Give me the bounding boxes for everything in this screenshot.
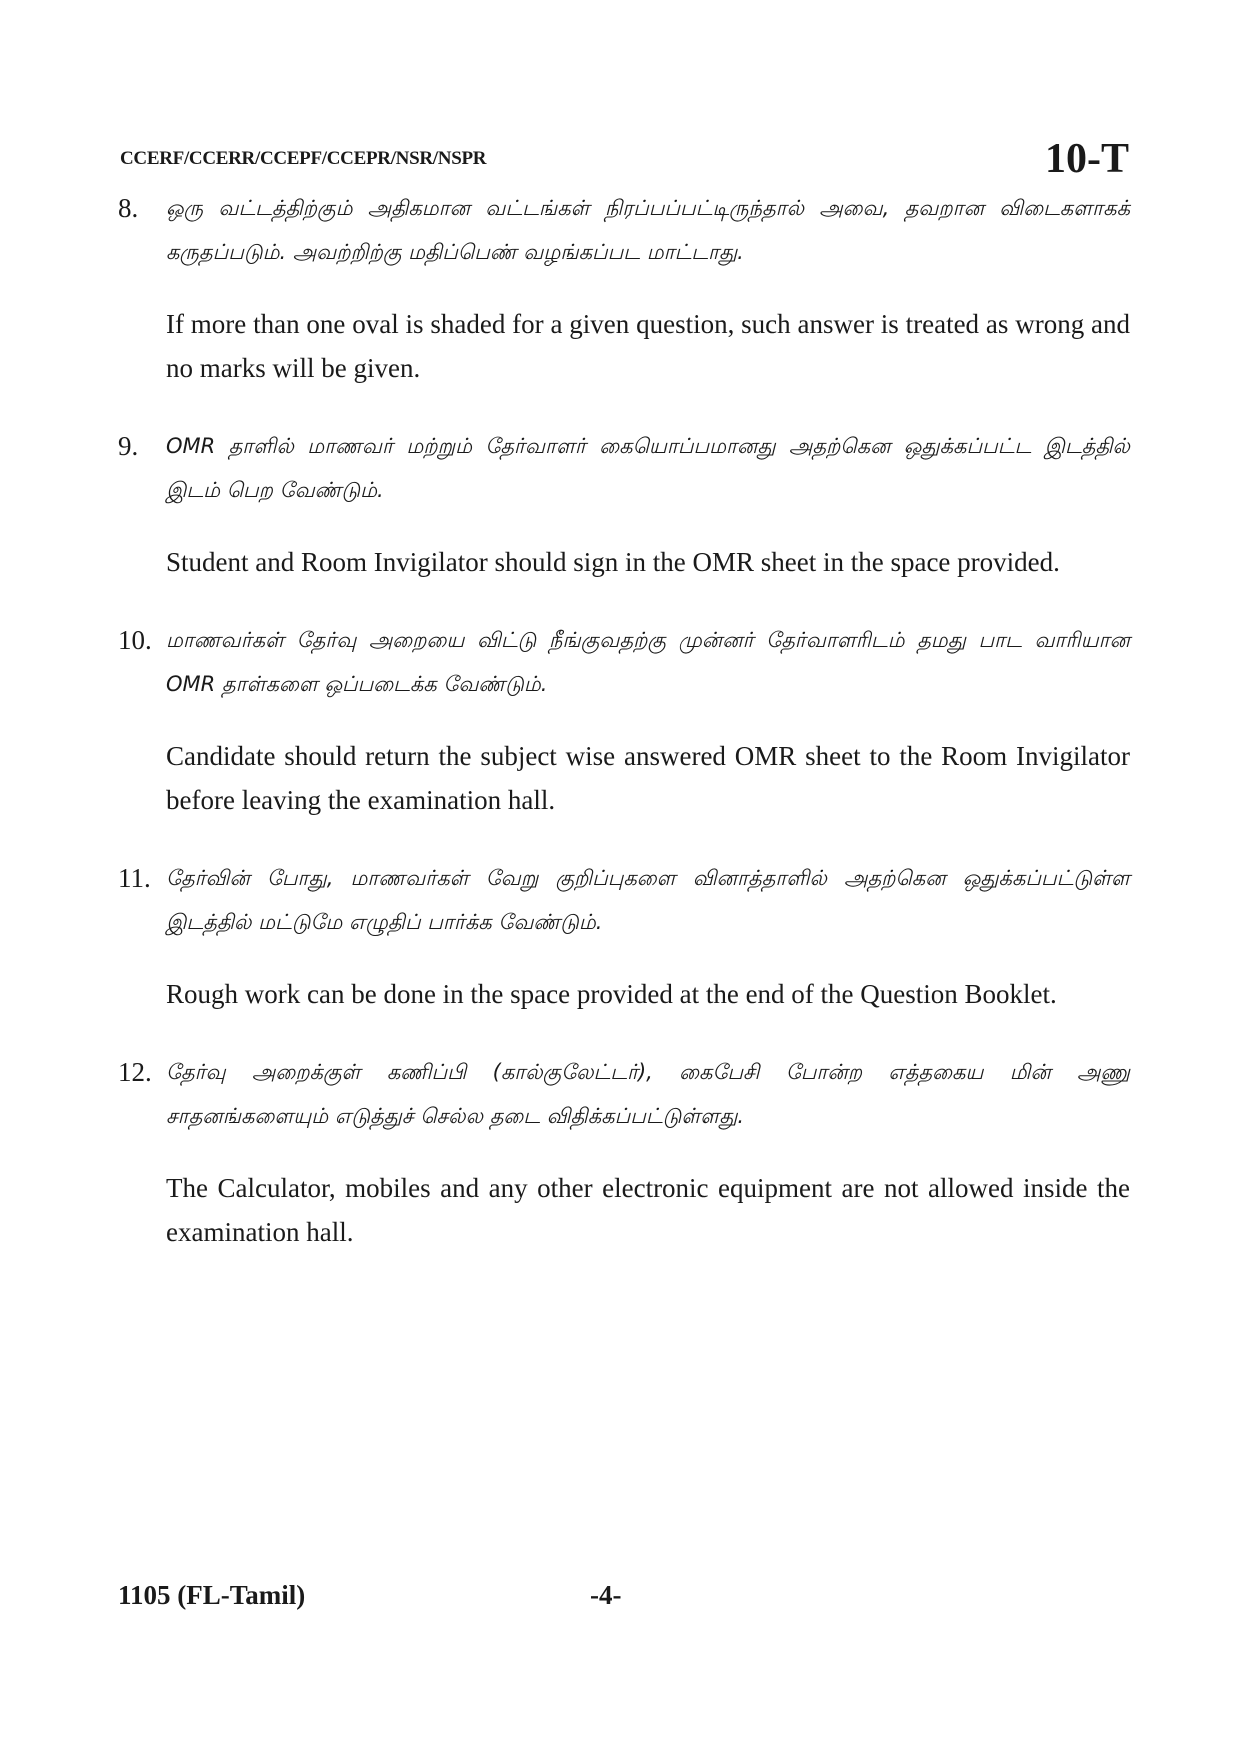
page-code: 10-T [1045,136,1129,182]
instruction-number: 11. [118,863,151,893]
instruction-item-11 [118,856,1130,1016]
instruction-tamil-text: ஒரு வட்டத்திற்கும் அதிகமான வட்டங்கள் நிரப்பப்பட்டிருந்தால் அவை, தவறான விடைகளாகக் கருதப்படும். அவற்றிற்கு மதிப்பெண் வழங்கப்பட மாட்டாது. [166,196,1130,264]
instruction-tamil-text: OMR தாளில் மாணவர் மற்றும் தேர்வாளர் கையொப்பமானது அதற்கென ஒதுக்கப்பட்ட இடத்தில் இடம் பெற வேண்டும். [166,434,1130,502]
footer-page-number: -4- [590,1580,622,1610]
instruction-number: 9. [118,431,139,461]
instruction-tamil-text: தேர்வின் போது, மாணவர்கள் வேறு குறிப்புகளை வினாத்தாளில் அதற்கென ஒதுக்கப்பட்டுள்ள இடத்தில் மட்டுமே எழுதிப் பார்க்க வேண்டும். [166,866,1130,934]
instructions-list [118,186,1130,1254]
instruction-number: 10. [118,625,152,655]
footer-code: 1105 (FL-Tamil) [118,1580,306,1610]
instruction-english-text: Student and Room Invigilator should sign in the OMR sheet in the space provided. [166,547,1060,577]
instruction-english-text: The Calculator, mobiles and any other electronic equipment are not allowed inside the examination hall. [166,1173,1130,1247]
instruction-english-text: If more than one oval is shaded for a given question, such answer is treated as wrong and no marks will be given. [166,309,1130,383]
instruction-tamil-text: மாணவர்கள் தேர்வு அறையை விட்டு நீங்குவதற்கு முன்னர் தேர்வாளரிடம் தமது பாட வாரியான OMR தாள்களை ஒப்படைக்க வேண்டும். [166,628,1130,696]
instruction-english-text: Rough work can be done in the space provided at the end of the Question Booklet. [166,979,1057,1009]
instruction-item-8 [118,186,1130,390]
instruction-item-12 [118,1050,1130,1254]
instruction-item-10 [118,618,1130,822]
header-code: CCERF/CCERR/CCEPF/CCEPR/NSR/NSPR [120,148,487,169]
instruction-number: 8. [118,193,139,223]
instruction-item-9 [118,424,1130,584]
instruction-english-text: Candidate should return the subject wise answered OMR sheet to the Room Invigilator before leaving the examination hall. [166,741,1130,815]
instruction-tamil-text: தேர்வு அறைக்குள் கணிப்பி (கால்குலேட்டர்), கைபேசி போன்ற எத்தகைய மின் அணு சாதனங்களையும் எடுத்துச் செல்ல தடை விதிக்கப்பட்டுள்ளது. [166,1060,1130,1128]
instruction-number: 12. [118,1057,152,1087]
